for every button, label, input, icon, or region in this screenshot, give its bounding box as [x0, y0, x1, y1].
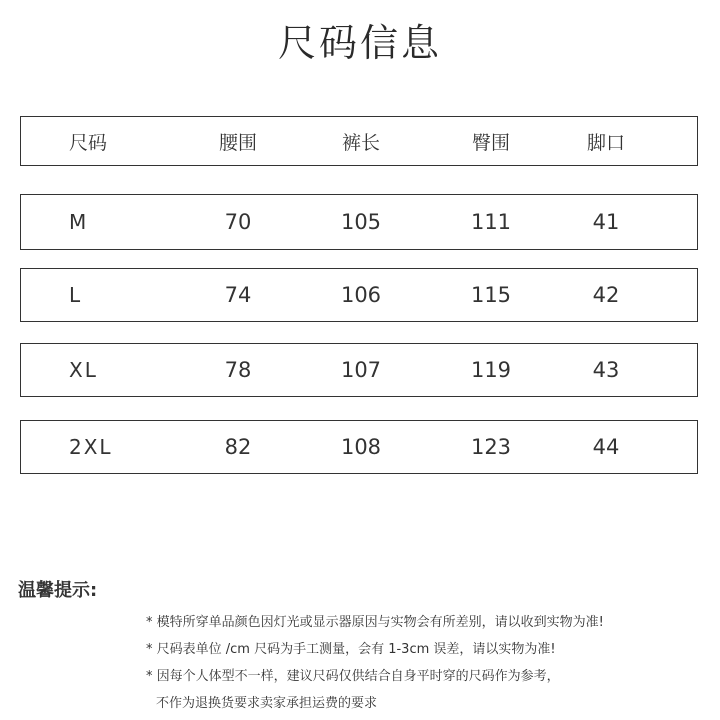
hem-cell: 42	[592, 283, 620, 307]
table-row	[20, 420, 698, 474]
hem-cell: 43	[592, 358, 620, 382]
header-size: 尺码	[69, 131, 108, 154]
hem-cell: 44	[592, 435, 620, 459]
size-cell: 2XL	[69, 435, 113, 459]
page-title: 尺码信息	[277, 21, 442, 65]
table-header-row	[20, 116, 698, 166]
header-length: 裤长	[341, 131, 380, 154]
hip-cell: 123	[470, 435, 512, 459]
header-hip: 臀围	[471, 131, 510, 154]
tip-line: * 尺码表单位 /cm 尺码为手工测量，会有 1-3cm 误差，请以实物为准!	[146, 642, 556, 657]
hem-cell: 41	[592, 210, 620, 234]
header-waist: 腰围	[218, 131, 257, 154]
length-cell: 105	[340, 210, 382, 234]
table-row	[20, 268, 698, 322]
tip-line: 不作为退换货要求卖家承担运费的要求	[156, 696, 378, 711]
tip-line: * 模特所穿单品颜色因灯光或显示器原因与实物会有所差别，请以收到实物为准!	[146, 615, 604, 630]
waist-cell: 78	[224, 358, 252, 382]
waist-cell: 70	[224, 210, 252, 234]
tip-line: * 因每个人体型不一样，建议尺码仅供结合自身平时穿的尺码作为参考，	[146, 669, 560, 684]
hip-cell: 115	[470, 283, 512, 307]
table-row	[20, 194, 698, 250]
table-row	[20, 343, 698, 397]
length-cell: 107	[340, 358, 382, 382]
length-cell: 108	[340, 435, 382, 459]
hip-cell: 111	[470, 210, 512, 234]
length-cell: 106	[340, 283, 382, 307]
hip-cell: 119	[470, 358, 512, 382]
size-cell: L	[69, 283, 83, 307]
tips-title: 温馨提示:	[18, 580, 98, 601]
header-hem: 脚口	[586, 131, 625, 154]
size-cell: XL	[69, 358, 98, 382]
waist-cell: 82	[224, 435, 252, 459]
size-cell: M	[69, 210, 89, 234]
waist-cell: 74	[224, 283, 252, 307]
